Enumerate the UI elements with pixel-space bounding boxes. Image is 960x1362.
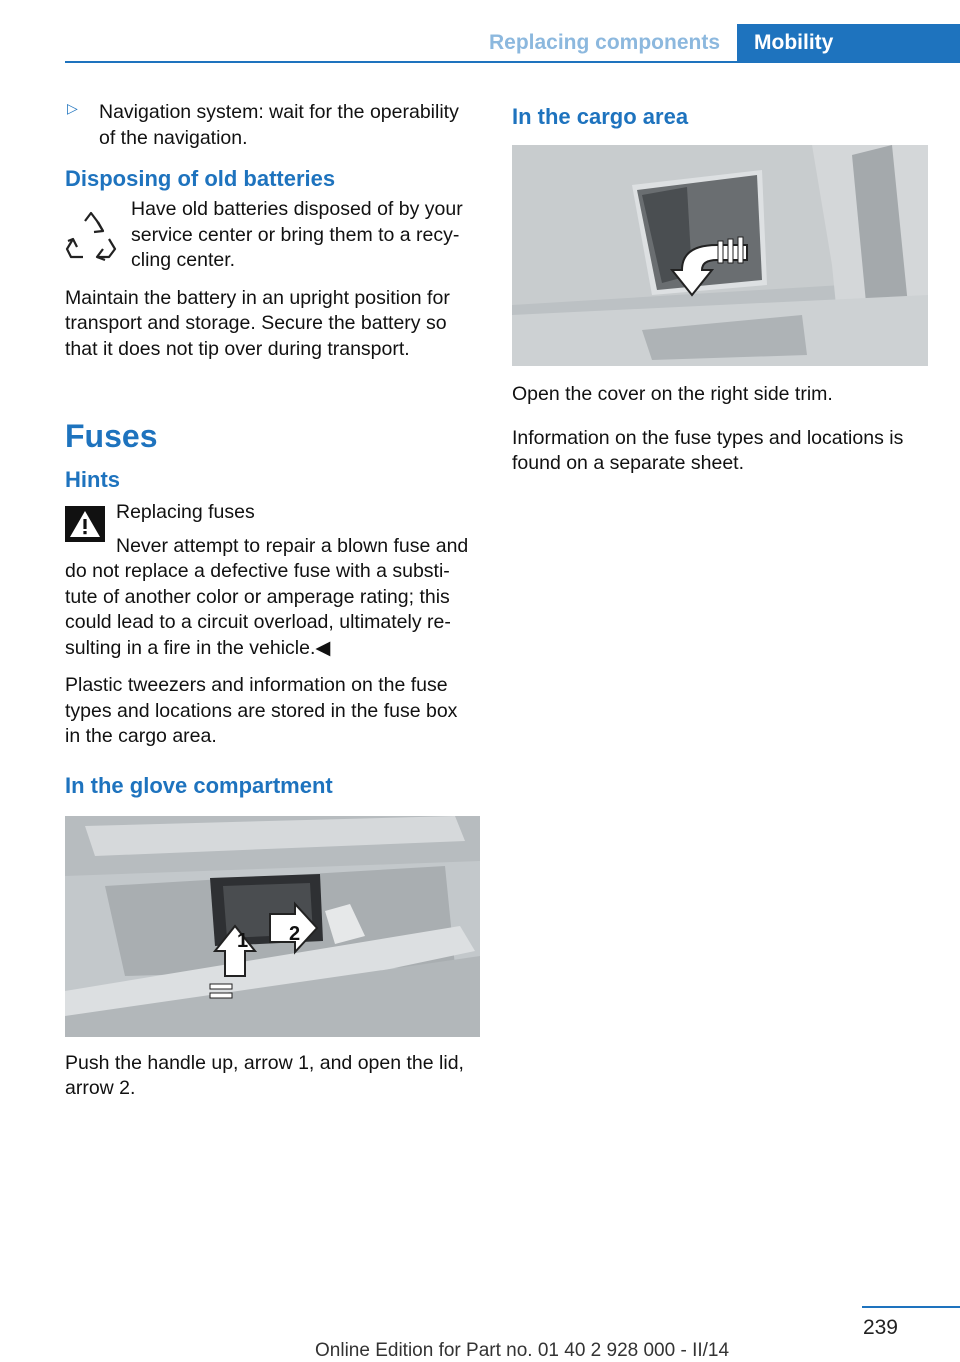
footer-rule (862, 1306, 960, 1308)
left-column (65, 100, 477, 1102)
bullet-triangle-icon: ▷ (67, 100, 78, 116)
disposing-text: Maintain the battery in an upright position for transport and storage. Secure the battery so that it does not tip over during transport. (65, 286, 450, 360)
bullet-item (65, 100, 477, 151)
warning-title: Replacing fuses (116, 501, 255, 523)
hints-heading: Hints (65, 467, 120, 492)
page-number: 239 (862, 1316, 898, 1339)
glove-caption: Push the handle up, arrow 1, and open the lid, arrow 2. (65, 1051, 464, 1099)
glove-compartment-illustration (65, 816, 480, 1037)
glove-heading: In the glove compartment (65, 772, 333, 798)
bullet-text: Navigation system: wait for the operability of the navigation. (99, 101, 459, 149)
warning-icon (65, 506, 105, 542)
right-column (512, 100, 928, 477)
cargo-text: Information on the fuse types and locations is found on a separate sheet. (512, 426, 904, 474)
cargo-area-illustration (512, 145, 928, 366)
disposing-heading: Disposing of old batteries (65, 166, 336, 191)
cargo-heading: In the cargo area (512, 104, 689, 129)
header-section-title: Replacing components (488, 31, 720, 54)
recycle-icon (65, 211, 117, 263)
footer-edition-text: Online Edition for Part no. 01 40 2 928 000 - II/14 (315, 1340, 730, 1361)
tweezers-text: Plastic tweezers and information on the fuse types and locations are stored in the fuse box in the cargo area. (65, 674, 458, 747)
header-rule (65, 61, 960, 63)
glove-arrow-label-2: 2 (289, 922, 301, 945)
warning-note (65, 500, 477, 661)
cargo-caption: Open the cover on the right side trim. (512, 383, 833, 405)
recycling-note (65, 197, 477, 274)
glove-arrow-label-1: 1 (237, 929, 249, 952)
disposing-icon-text: Have old batteries disposed of by your service center or bring them to a recy‐cling center. (131, 198, 463, 271)
fuses-heading: Fuses (65, 418, 158, 454)
header-chapter-tab: Mobility (737, 24, 960, 62)
warning-text: Never attempt to repair a blown fuse and do not replace a defective fuse with a substi‐tute of another color or amperage rating; this could lead to a circuit overload, ultimately re‐sulting in a fire in the vehicle.◀ (65, 534, 469, 659)
